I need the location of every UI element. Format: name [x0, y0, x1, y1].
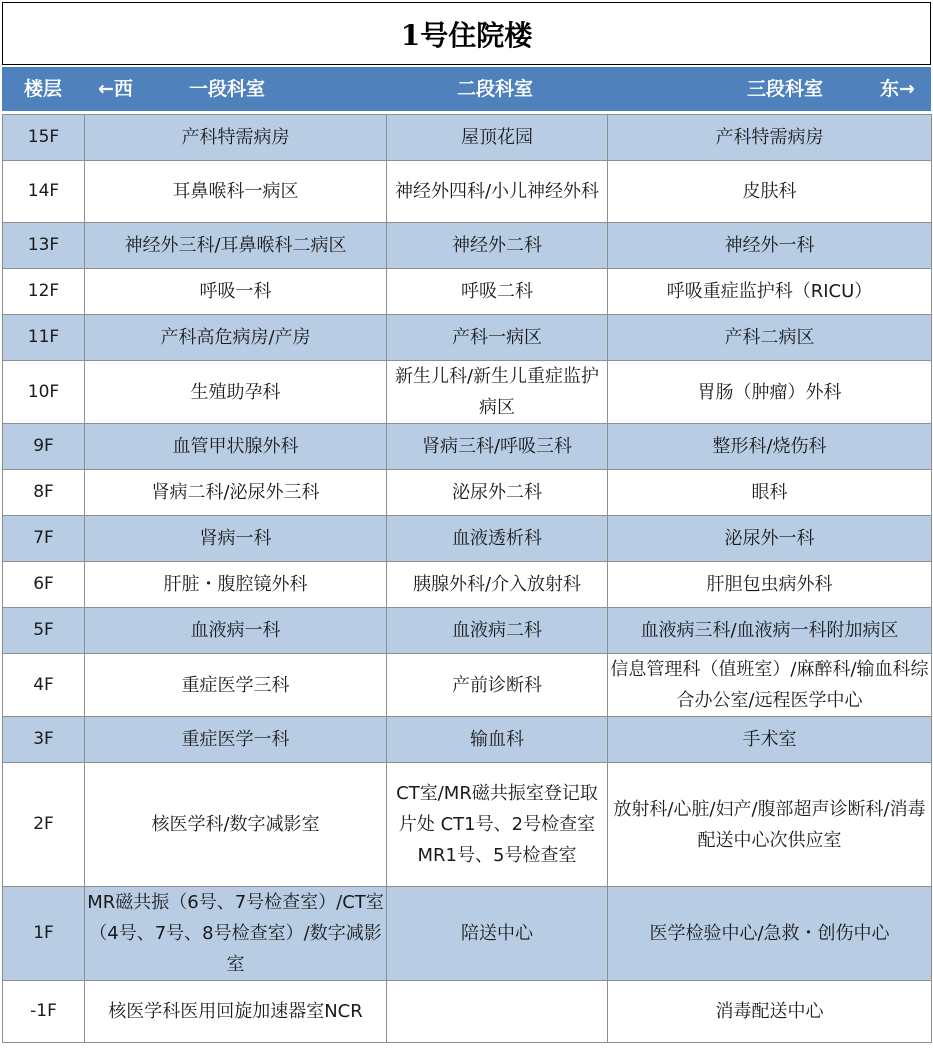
- floor-cell: 5F: [3, 608, 85, 654]
- segment-3-cell: 泌尿外一科: [608, 516, 932, 562]
- segment-2-cell: 肾病三科/呼吸三科: [387, 424, 608, 470]
- floor-cell: -1F: [3, 981, 85, 1043]
- segment-3-cell: 手术室: [608, 717, 932, 763]
- table-row: [3, 269, 932, 315]
- header-west: ←西: [98, 78, 133, 100]
- segment-2-cell: 血液病二科: [387, 608, 608, 654]
- floor-cell: 7F: [3, 516, 85, 562]
- segment-2-cell: 输血科: [387, 717, 608, 763]
- segment-3-cell: 整形科/烧伤科: [608, 424, 932, 470]
- header-segment-2: 二段科室: [457, 78, 534, 100]
- floor-cell: 12F: [3, 269, 85, 315]
- segment-1-cell: 血液病一科: [85, 608, 387, 654]
- floor-cell: 6F: [3, 562, 85, 608]
- table-row: [3, 562, 932, 608]
- segment-1-cell: 肾病一科: [85, 516, 387, 562]
- segment-1-cell: 核医学科医用回旋加速器室NCR: [85, 981, 387, 1043]
- floor-cell: 10F: [3, 361, 85, 424]
- segment-2-cell: 屋顶花园: [387, 115, 608, 161]
- segment-1-cell: 神经外三科/耳鼻喉科二病区: [85, 223, 387, 269]
- segment-3-cell: 消毒配送中心: [608, 981, 932, 1043]
- segment-2-cell: 呼吸二科: [387, 269, 608, 315]
- header-floor: 楼层: [24, 78, 63, 100]
- segment-1-cell: 生殖助孕科: [85, 361, 387, 424]
- table-row: [3, 516, 932, 562]
- segment-2-cell: CT室/MR磁共振室登记取片处 CT1号、2号检查室 MR1号、5号检查室: [387, 763, 608, 887]
- table-row: [3, 424, 932, 470]
- table-row: [3, 161, 932, 223]
- floor-cell: 9F: [3, 424, 85, 470]
- segment-2-cell: 产科一病区: [387, 315, 608, 361]
- floor-cell: 1F: [3, 887, 85, 981]
- table-row: [3, 717, 932, 763]
- segment-3-cell: 信息管理科（值班室）/麻醉科/输血科综合办公室/远程医学中心: [608, 654, 932, 717]
- segment-2-cell: 血液透析科: [387, 516, 608, 562]
- segment-3-cell: 皮肤科: [608, 161, 932, 223]
- floor-cell: 3F: [3, 717, 85, 763]
- segment-1-cell: 重症医学一科: [85, 717, 387, 763]
- segment-1-cell: 肝脏・腹腔镜外科: [85, 562, 387, 608]
- floor-cell: 4F: [3, 654, 85, 717]
- page-title: 1号住院楼: [2, 2, 931, 65]
- table-row: [3, 315, 932, 361]
- segment-2-cell: 产前诊断科: [387, 654, 608, 717]
- table-row: [3, 223, 932, 269]
- segment-3-cell: 胃肠（肿瘤）外科: [608, 361, 932, 424]
- segment-3-cell: 眼科: [608, 470, 932, 516]
- segment-3-cell: 产科特需病房: [608, 115, 932, 161]
- table-row: [3, 115, 932, 161]
- header-east: 东→: [880, 78, 915, 100]
- table-row: [3, 654, 932, 717]
- segment-1-cell: 耳鼻喉科一病区: [85, 161, 387, 223]
- segment-2-cell: 泌尿外二科: [387, 470, 608, 516]
- segment-3-cell: 放射科/心脏/妇产/腹部超声诊断科/消毒配送中心次供应室: [608, 763, 932, 887]
- floor-cell: 14F: [3, 161, 85, 223]
- table-row: [3, 608, 932, 654]
- segment-1-cell: MR磁共振（6号、7号检查室）/CT室（4号、7号、8号检查室）/数字减影室: [85, 887, 387, 981]
- table-row: [3, 763, 932, 887]
- header-segment-3: 三段科室: [747, 78, 824, 100]
- segment-3-cell: 肝胆包虫病外科: [608, 562, 932, 608]
- segment-2-cell: 胰腺外科/介入放射科: [387, 562, 608, 608]
- floor-cell: 8F: [3, 470, 85, 516]
- segment-1-cell: 产科特需病房: [85, 115, 387, 161]
- segment-1-cell: 血管甲状腺外科: [85, 424, 387, 470]
- floor-cell: 15F: [3, 115, 85, 161]
- segment-1-cell: 呼吸一科: [85, 269, 387, 315]
- segment-2-cell: [387, 981, 608, 1043]
- segment-1-cell: 产科高危病房/产房: [85, 315, 387, 361]
- segment-3-cell: 医学检验中心/急救・创伤中心: [608, 887, 932, 981]
- segment-2-cell: 神经外四科/小儿神经外科: [387, 161, 608, 223]
- table-header: [2, 67, 931, 111]
- segment-1-cell: 核医学科/数字减影室: [85, 763, 387, 887]
- segment-3-cell: 神经外一科: [608, 223, 932, 269]
- floor-cell: 11F: [3, 315, 85, 361]
- segment-3-cell: 呼吸重症监护科（RICU）: [608, 269, 932, 315]
- table-row: [3, 361, 932, 424]
- floor-cell: 2F: [3, 763, 85, 887]
- floor-cell: 13F: [3, 223, 85, 269]
- floor-directory-table: [2, 114, 932, 1043]
- segment-2-cell: 神经外二科: [387, 223, 608, 269]
- segment-3-cell: 产科二病区: [608, 315, 932, 361]
- segment-1-cell: 肾病二科/泌尿外三科: [85, 470, 387, 516]
- segment-3-cell: 血液病三科/血液病一科附加病区: [608, 608, 932, 654]
- segment-2-cell: 陪送中心: [387, 887, 608, 981]
- table-row: [3, 981, 932, 1043]
- table-row: [3, 887, 932, 981]
- segment-1-cell: 重症医学三科: [85, 654, 387, 717]
- table-row: [3, 470, 932, 516]
- segment-2-cell: 新生儿科/新生儿重症监护病区: [387, 361, 608, 424]
- header-segment-1: 一段科室: [189, 78, 266, 100]
